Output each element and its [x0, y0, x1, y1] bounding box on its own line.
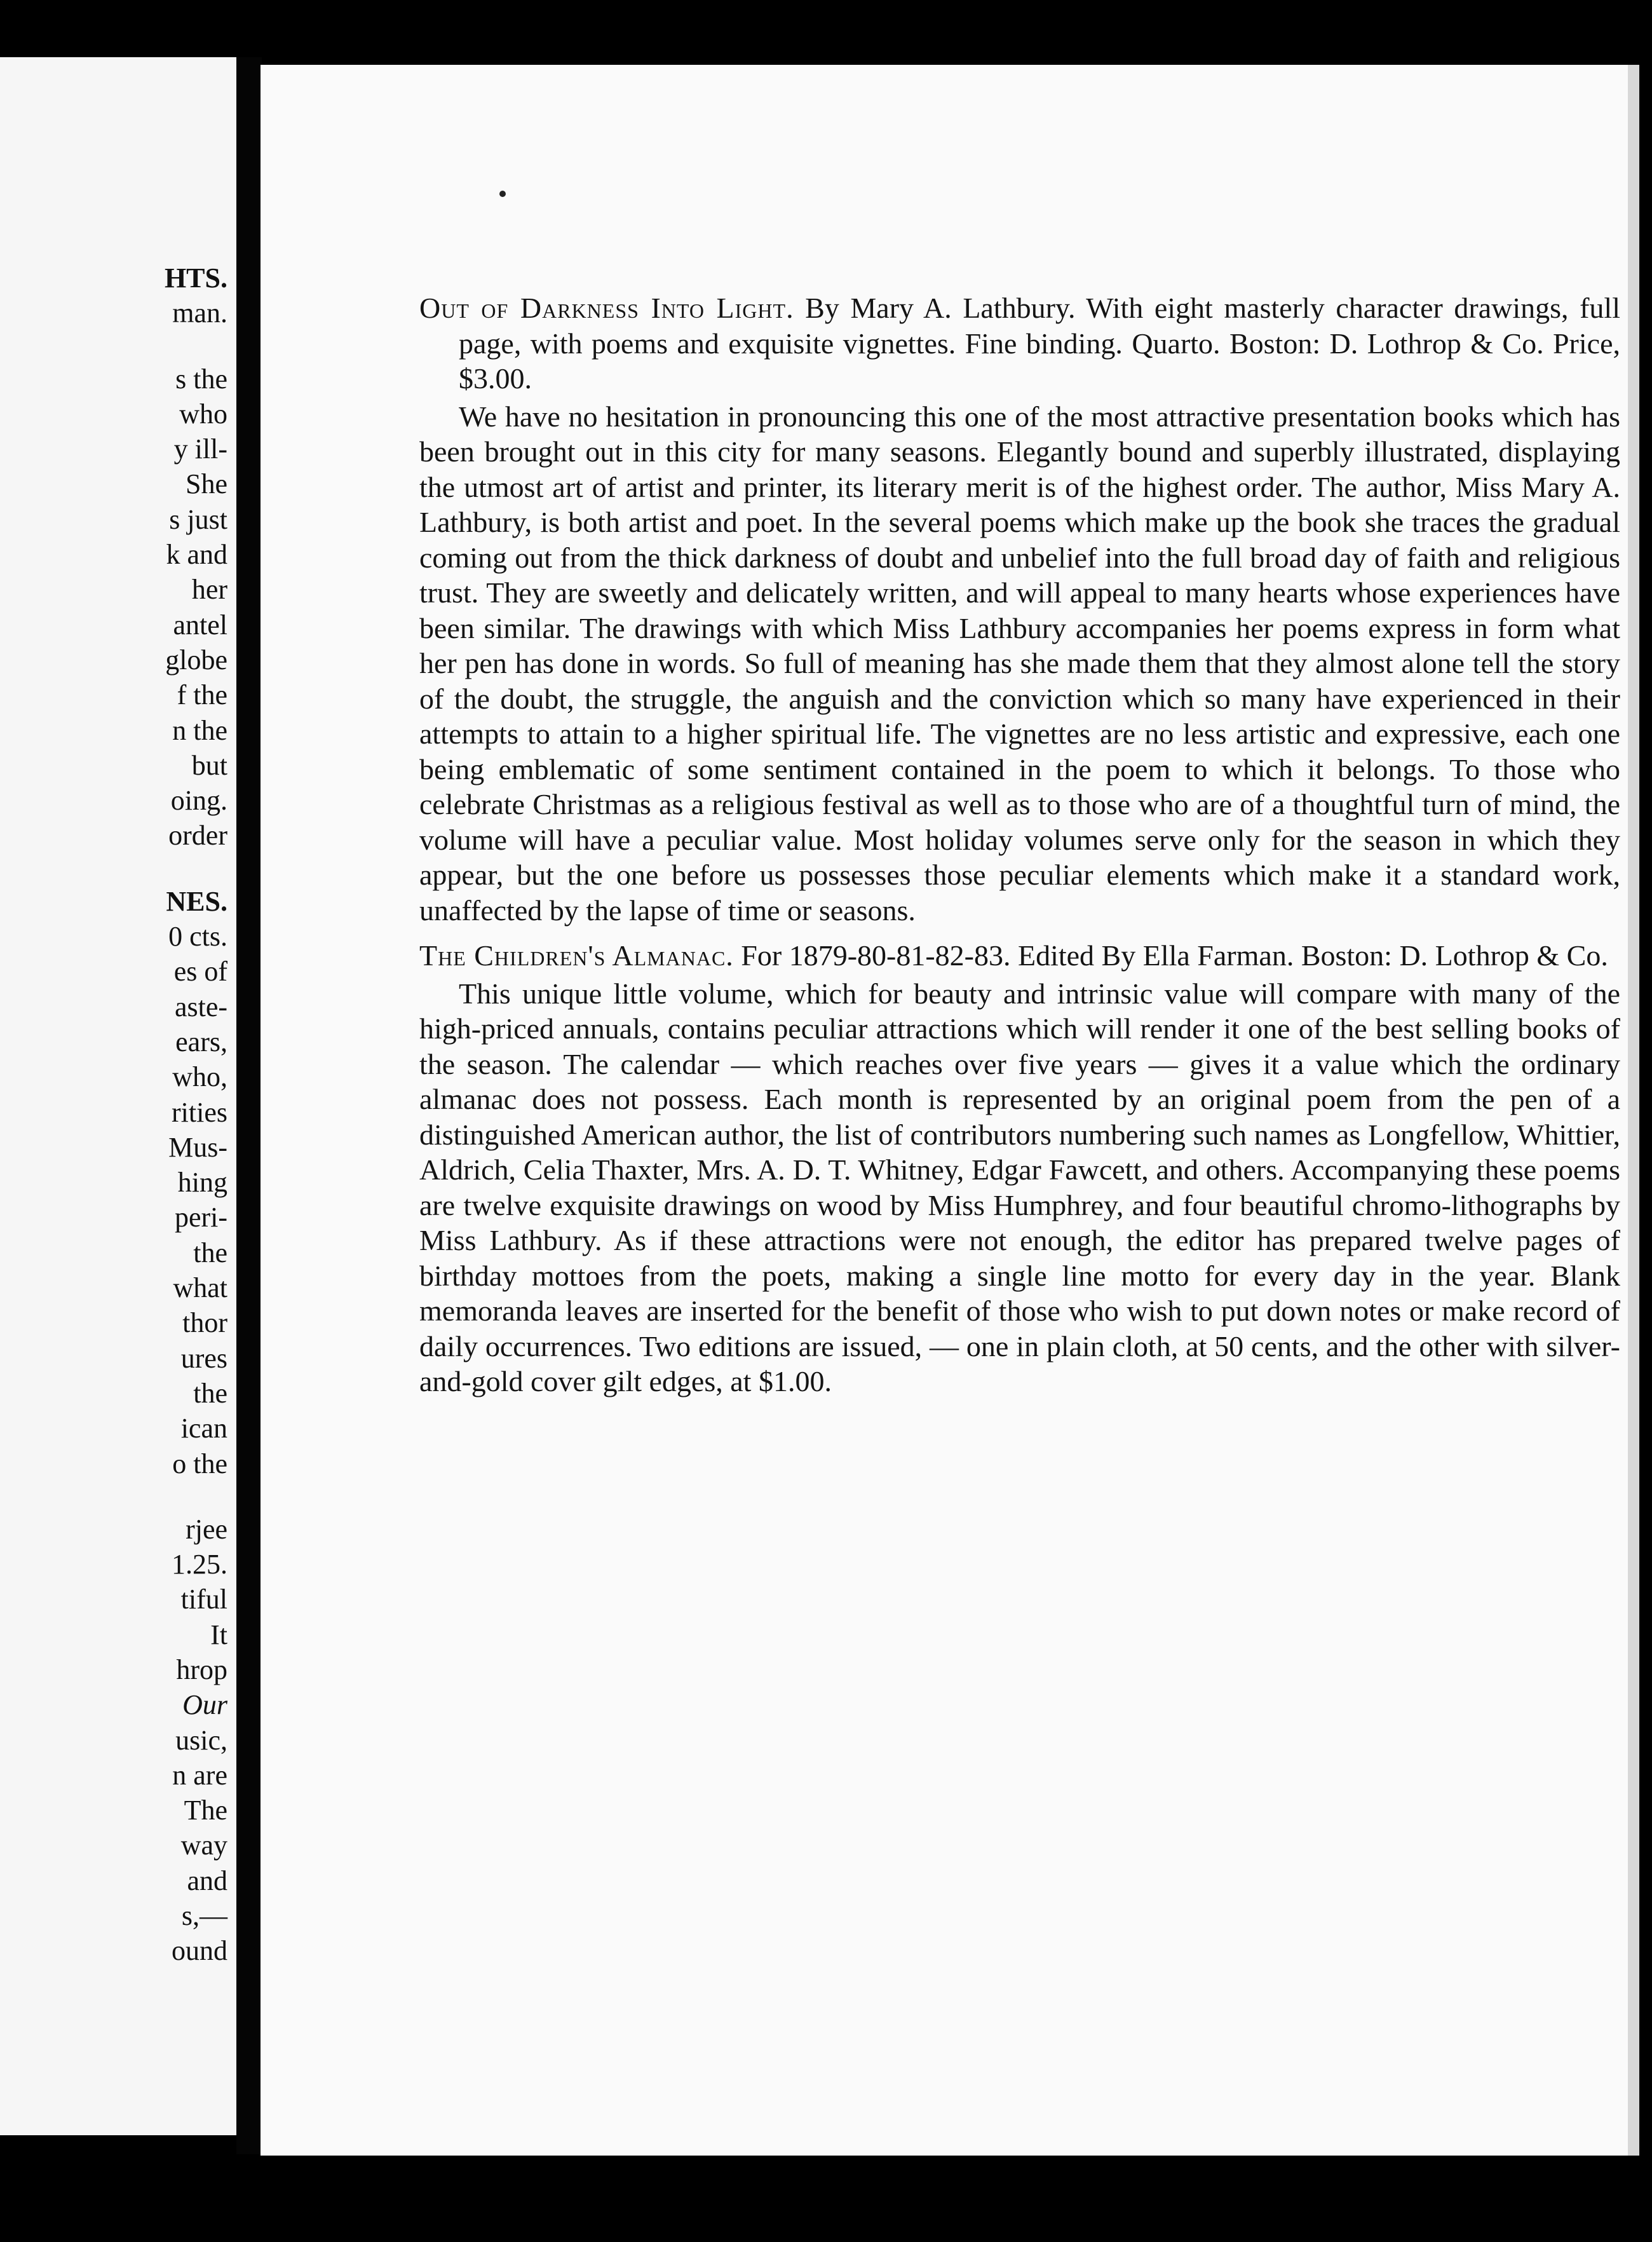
- fragment-line: k and: [166, 539, 227, 571]
- review-1-body: We have no hesitation in pronouncing this one of the most attractive presentation books which has been brought out in this city for many seasons. Elegantly bound and superbly illustrated, displaying the utmost art of artist and printer, its literary merit is of the highest order. The author, Miss Mary A. Lathbury, is both artist and poet. In the several poems which make up the book she traces the gradual coming out from the thick darkness of doubt and unbelief into the full broad day of faith and religious trust. They are sweetly and delicately written, and will appeal to many hearts whose experiences have been similar. The drawings with which Miss Lathbury accompanies her poems express in form what her pen has done in words. So full of meaning has she made them that they almost alone tell the story of the doubt, the struggle, the anguish and the conviction which so many have experienced in their attempts to attain to a higher spiritual life. The vignettes are no less artistic and expressive, each one being emblematic of some sentiment contained in the poem to which it belongs. To those who celebrate Christmas as a religious festival as well as to those who are of a thoughtful turn of mind, the volume will have a peculiar value. Most holiday volumes serve only for the season in which they appear, but the one before us possesses those peculiar elements which make it a standard work, unaffected by the lapse of time or seasons.: [419, 400, 1620, 927]
- fragment-line: NES.: [166, 885, 227, 917]
- review-1-title: Out of Darkness Into Light.: [419, 292, 794, 324]
- fragment-line: order: [168, 820, 227, 852]
- fragment-line: s the: [175, 363, 227, 395]
- fragment-line: antel: [173, 609, 227, 641]
- fragment-line: what: [173, 1272, 227, 1304]
- fragment-line: s just: [169, 503, 227, 535]
- fragment-line: s,—: [181, 1900, 227, 1932]
- fragment-line: Mus-: [168, 1131, 227, 1163]
- review-column: [419, 290, 1620, 1399]
- previous-page-column: [11, 261, 227, 1969]
- previous-page-fragment: [0, 57, 236, 2135]
- fragment-line: ound: [172, 1935, 227, 1967]
- fragment-line: rjee: [186, 1513, 227, 1545]
- fragment-line: man.: [172, 297, 227, 329]
- fragment-line: tiful: [180, 1584, 227, 1615]
- fragment-line: way: [180, 1830, 227, 1861]
- fragment-line: the: [193, 1237, 227, 1268]
- review-2-title: The Children's Almanac.: [419, 939, 734, 972]
- line-gap: [11, 853, 227, 884]
- fragment-line: It: [210, 1619, 227, 1650]
- fragment-line: her: [191, 574, 227, 606]
- fragment-line: and: [187, 1865, 227, 1896]
- fragment-line: HTS.: [164, 262, 227, 294]
- fragment-line: usic,: [175, 1724, 227, 1756]
- fragment-line: f the: [177, 679, 227, 711]
- printed-dot: [499, 191, 506, 197]
- fragment-line: but: [191, 749, 227, 781]
- fragment-line: rities: [172, 1096, 227, 1128]
- book-page: [261, 65, 1639, 2156]
- fragment-line: n are: [172, 1759, 227, 1791]
- fragment-line: 1.25.: [172, 1549, 227, 1580]
- fragment-line: the: [193, 1377, 227, 1409]
- fragment-line: aste-: [174, 991, 227, 1022]
- fragment-line: She: [186, 468, 227, 500]
- review-2-heading: [419, 938, 1620, 974]
- fragment-line: peri-: [174, 1202, 227, 1233]
- review-1-heading: [419, 290, 1620, 397]
- review-2-details: For 1879-80-81-82-83. Edited By Ella Farman. Boston: D. Lothrop & Co.: [733, 939, 1608, 972]
- fragment-line: ican: [180, 1413, 227, 1444]
- fragment-line: y ill-: [173, 433, 227, 465]
- fragment-line: o the: [172, 1448, 227, 1479]
- line-gap: [11, 1481, 227, 1512]
- fragment-line: ears,: [175, 1026, 227, 1057]
- fragment-line: hrop: [176, 1654, 227, 1685]
- fragment-line: hing: [177, 1167, 227, 1199]
- fragment-line: who,: [172, 1061, 227, 1093]
- page-mark: [1261, 65, 1274, 83]
- page-gutter: [236, 57, 262, 2154]
- line-gap: [11, 331, 227, 362]
- fragment-line: who: [179, 398, 227, 430]
- fragment-line: n the: [172, 714, 227, 746]
- review-1-details: By Mary A. Lathbury. With eight masterly character drawings, full page, with poems and exquisite vignettes. Fine binding. Quarto. Boston: D. Lothrop & Co. Price, $3.00.: [459, 292, 1620, 395]
- fragment-line: Our: [182, 1689, 227, 1721]
- fragment-line: The: [184, 1795, 227, 1826]
- fragment-line: 0 cts.: [168, 921, 227, 953]
- fragment-line: ures: [180, 1342, 227, 1374]
- fragment-line: oing.: [170, 785, 227, 817]
- fragment-line: es of: [173, 956, 227, 988]
- fragment-line: globe: [165, 644, 227, 676]
- review-2-body: This unique little volume, which for beauty and intrinsic value will compare with many of the high-priced annuals, contains peculiar attractions which will render it one of the best selling books of the season. The calendar — which reaches over five years — gives it a value which the ordinary almanac does not possess. Each month is represented by an original poem from the pen of a distinguished American author, the list of contributors numbering such names as Longfellow, Whittier, Aldrich, Celia Thaxter, Mrs. A. D. T. Whitney, Edgar Fawcett, and others. Accompanying these poems are twelve exquisite drawings on wood by Miss Humphrey, and four beautiful chromo-lithographs by Miss Lathbury. As if these attractions were not enough, the editor has prepared twelve pages of birthday mottoes from the poets, making a single line motto for every day in the year. Blank memoranda leaves are inserted for the benefit of those who wish to put down notes or make record of daily occurrences. Two editions are issued, — one in plain cloth, at 50 cents, and the other with silver-and-gold cover gilt edges, at $1.00.: [419, 977, 1620, 1397]
- fragment-line: thor: [182, 1307, 227, 1339]
